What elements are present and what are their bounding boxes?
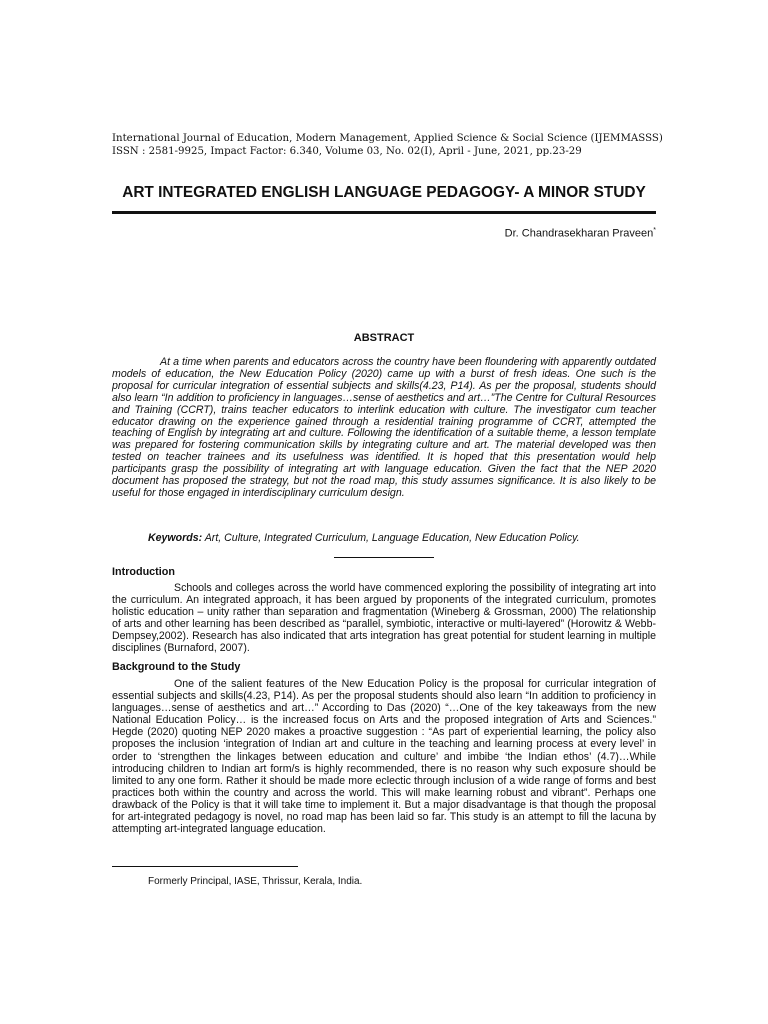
keywords-label: Keywords:: [148, 532, 203, 544]
section-separator: [334, 557, 434, 558]
background-text: One of the salient features of the New Education Policy is the proposal for curricular integration of essential subjects and skills(4.23, P14). As per the proposal students should also learn “In addition to proficiency in languages…sense of aesthetics and art…” According to Das (2020) “…One of the key takeaways from the new National Education Policy… is the increased focus on Arts and the proposed integration of Arts and Sciences.” Hegde (2020) quoting NEP 2020 makes a proactive suggestion : “As part of experiential learning, the policy also proposes the inclusion ‘integration of Indian art and culture in the teaching and learning process at every level’ in order to ‘strengthen the linkages between education and culture’ and imbibe ‘the Indian ethos’ (4.7)…While introducing children to Indian art form/s is highly recommended, there is no reason why such exposure should be limited to any one form. Rather it should be made more eclectic through inclusion of a wide range of forms and best practices both within the country and across the world. This will make learning robust and vibrant”. Perhaps one drawback of the Policy is that it will take time to implement it. But a major disadvantage is that though the proposal for art-integrated pedagogy is novel, no road map has been laid so far. This study is an attempt to fill the lacuna by attempting art-integrated language education.: [112, 678, 656, 836]
title-rule: [112, 211, 656, 214]
journal-name: International Journal of Education, Modern Management, Applied Science & Social Science (IJEMMASSS): [112, 133, 663, 144]
journal-issn-line: ISSN : 2581-9925, Impact Factor: 6.340, Volume 03, No. 02(I), April - June, 2021, pp.23-29: [112, 146, 582, 157]
author-line: [505, 224, 656, 241]
keywords-line: [148, 532, 668, 545]
paper-title: ART INTEGRATED ENGLISH LANGUAGE PEDAGOGY- A MINOR STUDY: [122, 184, 646, 201]
background-heading: Background to the Study: [112, 661, 241, 673]
abstract-text: At a time when parents and educators across the country have been floundering with apparently outdated models of education, the New Education Policy (2020) came up with a burst of fresh ideas. One such is the proposal for curricular integration of essential subjects and skills(4.23, P14). As per the proposal, students should also learn “In addition to proficiency in languages…sense of aesthetics and art…”The Centre for Cultural Resources and Training (CCRT), trains teacher educators to interlink education with culture. The investigator cum teacher educator drawing on the experience gained through a residential training programme of CCRT, attempted the teaching of English by integrating art and culture. Following the identification of a suitable theme, a lesson template was prepared for fostering communication skills by integrating culture and art. The material developed was then tested on teacher trainees and its usefulness was identified. It is hoped that this presentation would help participants grasp the possibility of integrating art with language education. Given the fact that the NEP 2020 document has proposed the strategy, but not the road map, this study assumes significance. It is also likely to be useful for those engaged in interdisciplinary curriculum design.: [112, 356, 656, 499]
keywords-text: Art, Culture, Integrated Curriculum, Language Education, New Education Policy.: [202, 532, 580, 544]
author-footnote-mark: *: [653, 227, 656, 234]
footnote-rule: [112, 866, 298, 867]
journal-header: [112, 132, 672, 158]
author-name: Dr. Chandrasekharan Praveen: [504, 227, 654, 240]
abstract-heading: ABSTRACT: [353, 332, 415, 344]
footnote-text: Formerly Principal, IASE, Thrissur, Kerala, India.: [148, 876, 363, 887]
introduction-heading: Introduction: [112, 566, 175, 578]
introduction-text: Schools and colleges across the world have commenced exploring the possibility of integrating art into the curriculum. An integrated approach, it has been argued by proponents of the integrated curriculum, promotes holistic education – unity rather than separation and fragmentation (Wineberg & Grossman, 2000) The relationship of arts and other learning has been described as “parallel, symbiotic, interactive or multi-layered” (Horowitz & Webb-Dempsey,2002). Research has also indicated that arts integration has great potential for student learning in multiple disciplines (Burnaford, 2007).: [112, 582, 656, 655]
